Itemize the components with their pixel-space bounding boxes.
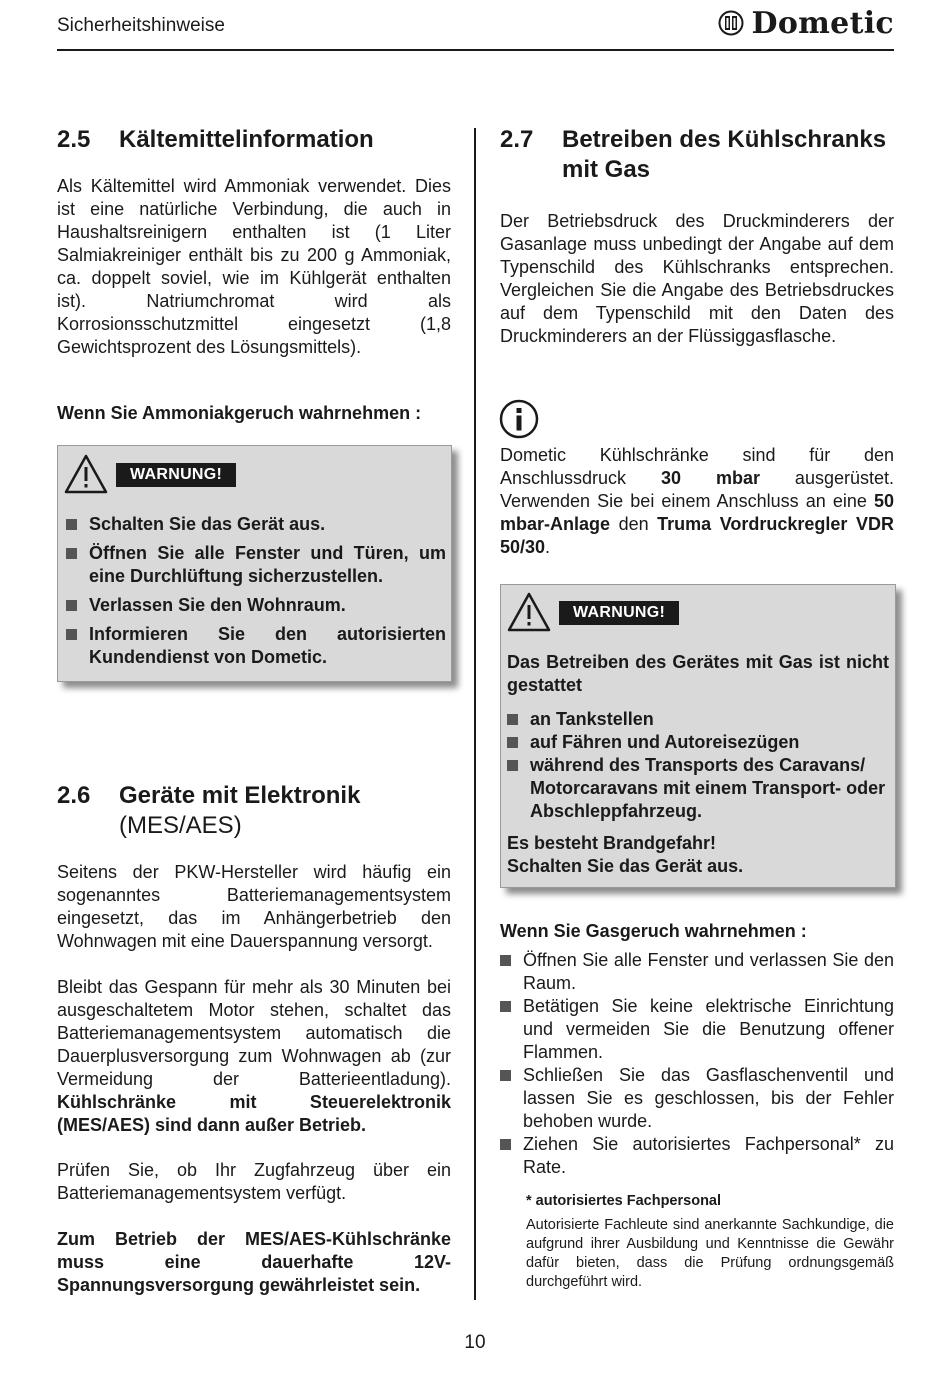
footnote-title: * autorisiertes Fachpersonal (526, 1193, 722, 1209)
warning-label: WARNUNG! (559, 601, 679, 625)
section-2-7-heading (500, 125, 886, 185)
paragraph-bold-text: Kühlschränke mit Steuerelektronik (MES/AES) sind dann außer Betrieb. (57, 1092, 451, 1135)
list-item: Betätigen Sie keine elektrische Einrichtung und vermeiden Sie die Benutzung offener Flammen. (500, 995, 894, 1064)
info-text: den (610, 514, 658, 534)
list-item: an Tankstellen (507, 708, 889, 731)
gas-smell-heading: Wenn Sie Gasgeruch wahrnehmen : (500, 921, 807, 941)
electronics-paragraph-2 (57, 976, 451, 1137)
list-item: Schließen Sie das Gasflaschenventil und lassen Sie es geschlossen, bis der Fehler behoben wurde. (500, 1064, 894, 1133)
section-title: Geräte mit Elektronik (119, 782, 361, 809)
list-item: auf Fähren und Autoreisezügen (507, 731, 889, 754)
info-pressure: 30 mbar (661, 468, 760, 488)
ammonia-warning-list (66, 513, 446, 675)
list-item: Öffnen Sie alle Fenster und Türen, um eine Durchlüftung sicherzustellen. (66, 542, 446, 588)
brand-logo (718, 6, 894, 40)
header-section-title: Sicherheitshinweise (57, 15, 225, 36)
list-item: Öffnen Sie alle Fenster und verlassen Sie den Raum. (500, 949, 894, 995)
dometic-logo-icon (718, 10, 744, 36)
info-text: . (545, 537, 551, 557)
section-2-6-heading (57, 781, 360, 841)
page-number: 10 (464, 1332, 486, 1353)
electronics-paragraph-3: Prüfen Sie, ob Ihr Zugfahrzeug über ein Batteriemanagementsystem verfügt. (57, 1160, 451, 1203)
electronics-paragraph-4: Zum Betrieb der MES/AES-Kühlschränke muss eine dauerhafte 12V-Spannungsversorgung gewährleistet sein. (57, 1229, 451, 1295)
ammonia-smell-heading: Wenn Sie Ammoniakgeruch wahrnehmen : (57, 403, 422, 423)
warning-label: WARNUNG! (116, 463, 236, 487)
section-subtitle: (MES/AES) (119, 812, 242, 839)
gas-smell-list (500, 949, 894, 1179)
list-item: während des Transports des Caravans/ Motorcaravans mit einem Transport- oder Abschleppfahrzeug. (507, 754, 889, 823)
refrigerant-paragraph: Als Kältemittel wird Ammoniak verwendet. Dies ist eine natürliche Verbindung, die auch in Haushaltsreinigern enthalten ist (1 Liter Salmiakreiniger enthält bis zu 200 g Ammoniak, ca. doppelt soviel, wie im Kühlgerät enthalten ist). Natriumchromat wird als Korrosionsschutzmittel eingesetzt (1,8 Gewichtsprozent des Lösungsmittels). (57, 176, 451, 357)
section-number: 2.7 (500, 126, 534, 153)
brand-name: Dometic (751, 5, 894, 41)
warning-triangle-icon (506, 591, 552, 633)
section-title: Kältemittelinformation (119, 126, 374, 153)
list-item: Ziehen Sie autorisiertes Fachpersonal* zu Rate. (500, 1133, 894, 1179)
list-item: Informieren Sie den autorisierten Kundendienst von Dometic. (66, 623, 446, 669)
warning-intro: Das Betreiben des Gerätes mit Gas ist nicht gestattet (507, 652, 889, 695)
warning-outro (507, 832, 889, 878)
section-number: 2.5 (57, 126, 91, 153)
footnote-text: Autorisierte Fachleute sind anerkannte Sachkundige, die aufgrund ihrer Ausbildung und Kenntnisse die Gewähr dafür bieten, dass die Prüfung ordnungsgemäß durchgeführt wird. (526, 1217, 894, 1290)
list-item: Verlassen Sie den Wohnraum. (66, 594, 446, 617)
ammonia-warning-box (57, 445, 452, 682)
section-title-line-2: mit Gas (562, 156, 651, 183)
switch-off-text: Schalten Sie das Gerät aus. (507, 856, 744, 876)
header-divider (57, 49, 894, 51)
list-item: Schalten Sie das Gerät aus. (66, 513, 446, 536)
gas-warning-list (507, 708, 889, 823)
paragraph-text: Bleibt das Gespann für mehr als 30 Minuten bei ausgeschaltetem Motor stehen, schaltet das Batteriemanagementsystem automatisch die Dauerplusversorgung zum Wohnwagen ab (zur Vermeidung der Batterieentladung). (57, 977, 451, 1089)
column-divider (474, 128, 476, 1300)
section-2-5-heading (57, 125, 374, 155)
section-title-line-1: Betreiben des Kühlschranks (562, 126, 887, 153)
info-icon (499, 399, 539, 439)
warning-triangle-icon (63, 453, 109, 495)
info-text: ausgerüstet. Verwenden Sie bei einem Anschluss an eine (500, 468, 894, 511)
gas-operation-paragraph: Der Betriebsdruck des Druckminderers der Gasanlage muss unbedingt der Angabe auf dem Typenschild des Kühlschranks entsprechen. Vergleichen Sie die Angabe des Betriebsdruckes auf dem Typenschild mit den Daten des Druckminderers an der Flüssiggasflasche. (500, 211, 894, 346)
electronics-paragraph-1: Seitens der PKW-Hersteller wird häufig ein sogenanntes Batteriemanagementsystem eingesetzt, das im Anhängerbetrieb den Wohnwagen mit eine Dauerspannung versorgt. (57, 862, 451, 951)
section-number: 2.6 (57, 782, 91, 809)
info-regulator: Truma Vordruckregler VDR 50/30 (500, 514, 894, 557)
fire-hazard-text: Es besteht Brandgefahr! (507, 833, 717, 853)
info-paragraph (500, 444, 894, 559)
info-system: 50 mbar-Anlage (500, 491, 894, 534)
info-text: Dometic Kühlschränke sind für den Anschlussdruck (500, 445, 894, 488)
gas-warning-box (500, 584, 896, 888)
